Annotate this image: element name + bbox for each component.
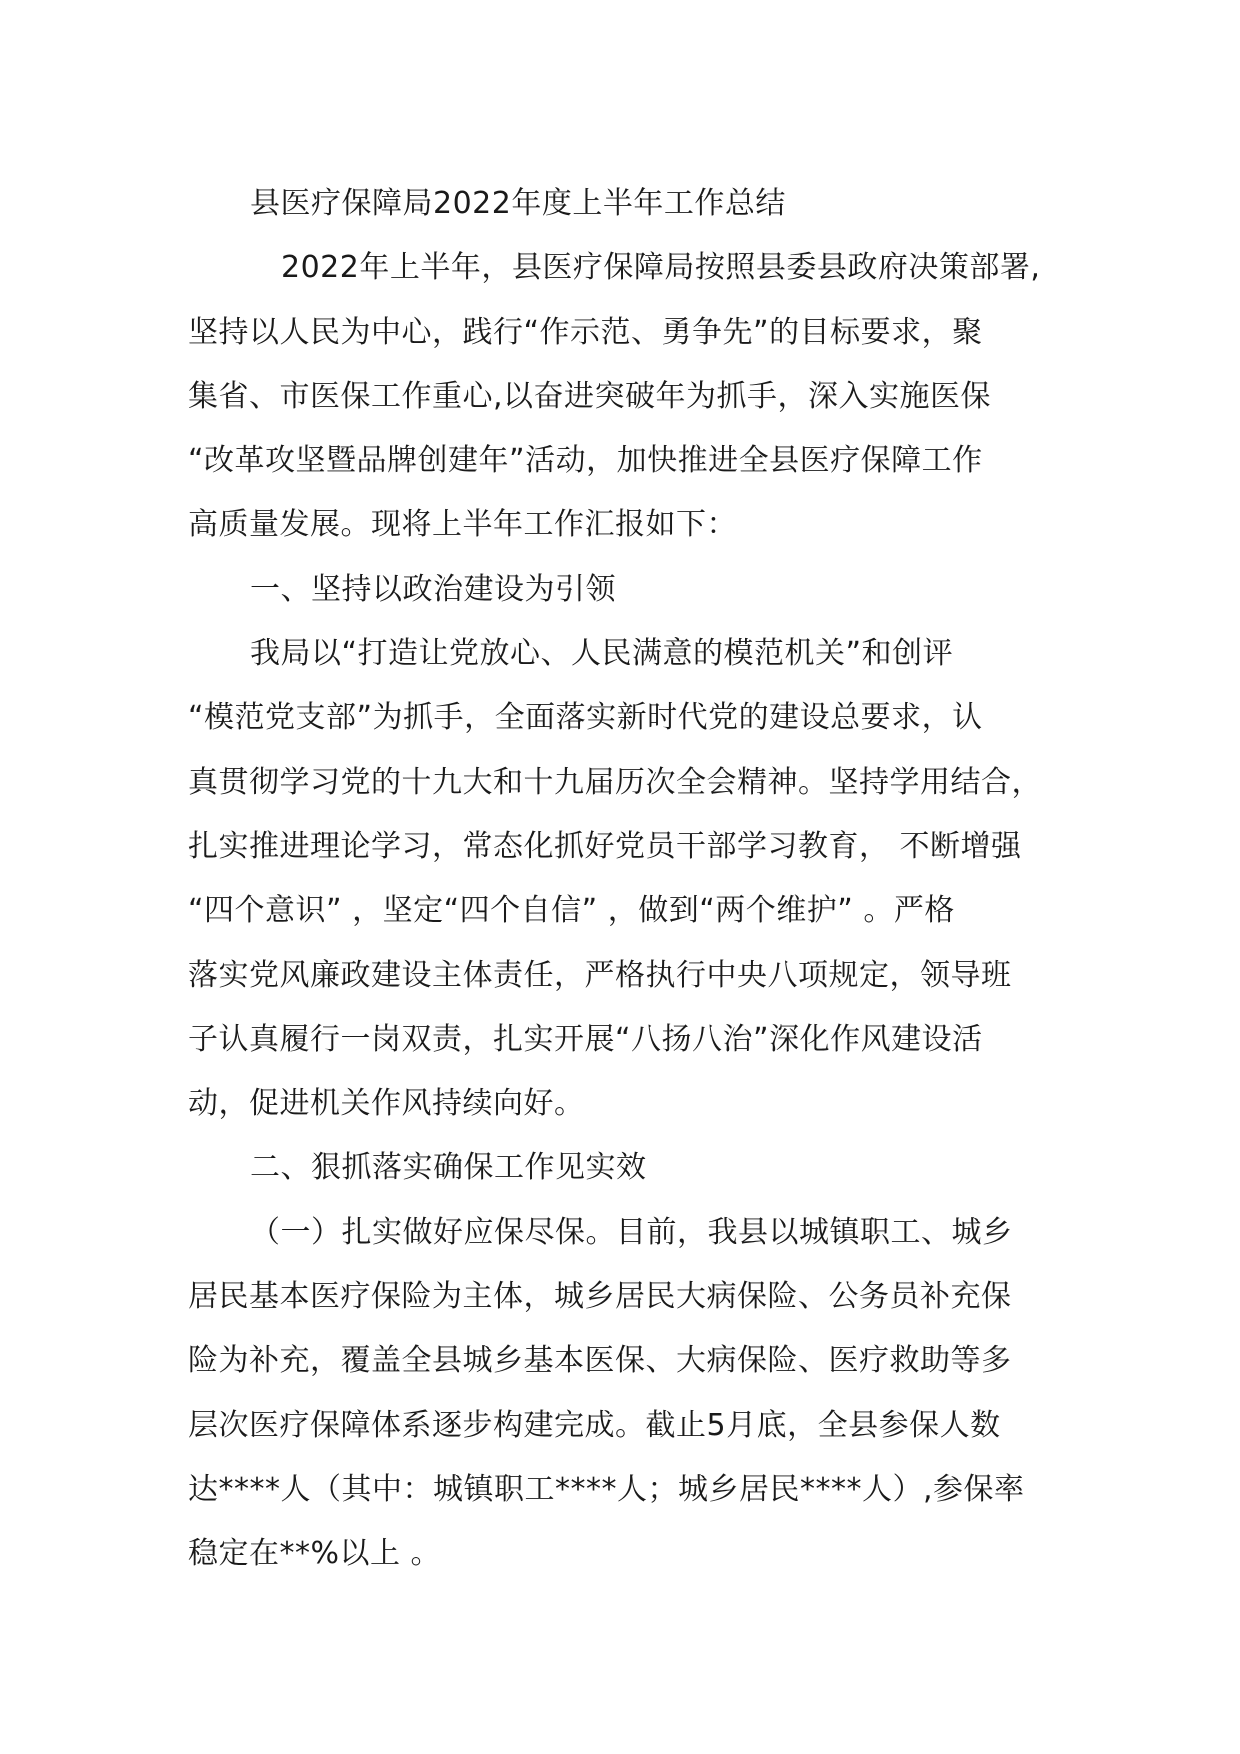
paragraph-line: 动，促进机关作风持续向好。 xyxy=(188,1086,585,1122)
paragraph-line: 高质量发展。现将上半年工作汇报如下： xyxy=(188,507,737,543)
paragraph-line: 落实党风廉政建设主体责任，严格执行中央八项规定，领导班 xyxy=(188,957,1012,993)
paragraph-line: 达****人（其中：城镇职工****人；城乡居民****人）,参保率 xyxy=(188,1471,1025,1507)
paragraph-line: 险为补充，覆盖全县城乡基本医保、大病保险、医疗救助等多 xyxy=(188,1343,1012,1379)
document-body xyxy=(188,172,1058,1587)
paragraph-line: 2022年上半年，县医疗保障局按照县委县政府决策部署, xyxy=(281,250,1041,286)
paragraph-line: “四个意识” ，坚定“四个自信” ，做到“两个维护” 。严格 xyxy=(188,893,955,929)
paragraph-line: 稳定在**%以上 。 xyxy=(188,1536,442,1572)
paragraph-line: 坚持以人民为中心，践行“作示范、勇争先”的目标要求，聚 xyxy=(188,314,983,350)
paragraph-line: 集省、市医保工作重心,以奋进突破年为抓手，深入实施医保 xyxy=(188,378,992,414)
paragraph-line: 扎实推进理论学习，常态化抓好党员干部学习教育， 不断增强 xyxy=(188,828,1022,864)
section-heading: 二、狠抓落实确保工作见实效 xyxy=(250,1150,647,1186)
paragraph-line: 子认真履行一岗双责，扎实开展“八扬八治”深化作风建设活 xyxy=(188,1021,983,1057)
paragraph-line: 真贯彻学习党的十九大和十九届历次全会精神。坚持学用结合， xyxy=(188,764,1042,800)
paragraph-line: （一）扎实做好应保尽保。目前，我县以城镇职工、城乡 xyxy=(250,1214,1013,1250)
paragraph-line: 层次医疗保障体系逐步构建完成。截止5月底，全县参保人数 xyxy=(188,1407,1001,1443)
paragraph-line: 居民基本医疗保险为主体，城乡居民大病保险、公务员补充保 xyxy=(188,1279,1012,1315)
document-title: 县医疗保障局2022年度上半年工作总结 xyxy=(250,186,786,221)
paragraph-line: “改革攻坚暨品牌创建年”活动，加快推进全县医疗保障工作 xyxy=(188,443,983,479)
paragraph-line: “模范党支部”为抓手，全面落实新时代党的建设总要求，认 xyxy=(188,700,983,736)
section-heading: 一、坚持以政治建设为引领 xyxy=(250,571,616,607)
paragraph-line: 我局以“打造让党放心、人民满意的模范机关”和创评 xyxy=(250,636,954,672)
